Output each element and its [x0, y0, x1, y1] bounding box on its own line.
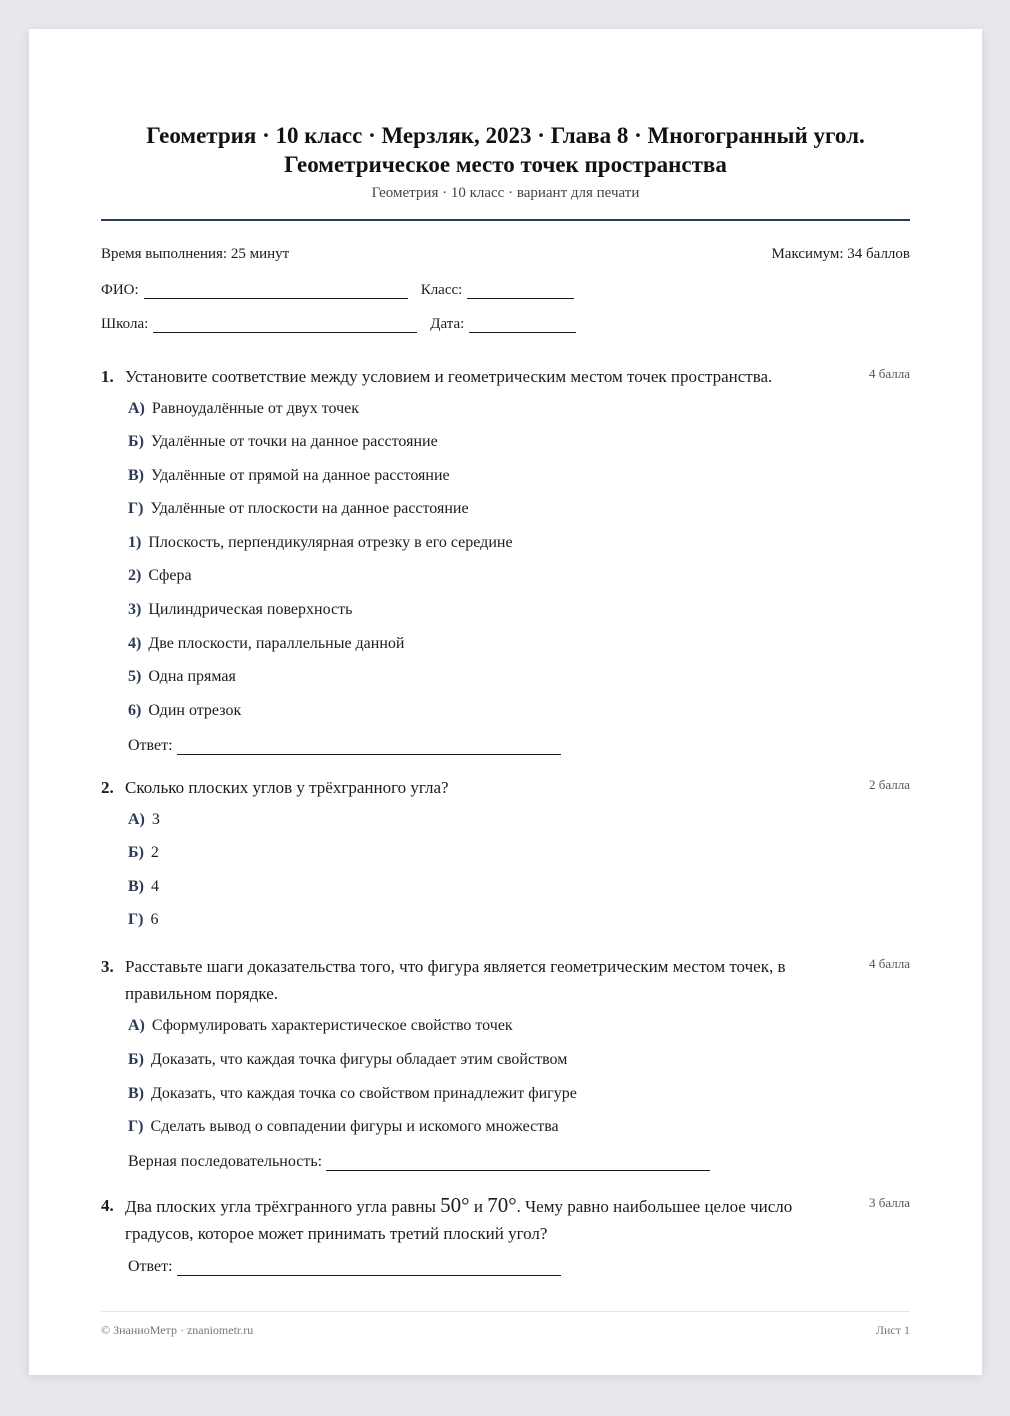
- question-3-options: [101, 1016, 910, 1137]
- sequence-input-line[interactable]: [326, 1156, 710, 1171]
- option-6[interactable]: [128, 701, 910, 721]
- option-text: Плоскость, перпендикулярная отрезку в его середине: [148, 534, 513, 551]
- meta-row: [101, 246, 910, 266]
- question-text: Расставьте шаги доказательства того, что фигура является геометрическим местом точек, в правильном порядке.: [125, 957, 786, 1003]
- question-points: 4 балла: [869, 366, 910, 381]
- option-text: Цилиндрическая поверхность: [148, 601, 353, 618]
- option-text: Доказать, что каждая точка фигуры обладает этим свойством: [150, 1051, 568, 1068]
- school-input-line[interactable]: [153, 318, 417, 333]
- question-text-part: и: [469, 1197, 488, 1216]
- question-2-header: [101, 774, 910, 801]
- angle-value-2: 70°: [487, 1193, 517, 1217]
- page-subtitle: Геометрия · 10 класс · вариант для печати: [371, 185, 640, 201]
- option-key: Б): [128, 1051, 144, 1068]
- fio-input-line[interactable]: [144, 284, 408, 299]
- question-text: Сколько плоских углов у трёхгранного угла?: [125, 778, 449, 797]
- option-v[interactable]: [128, 1084, 910, 1104]
- student-fields-row-2: [101, 313, 910, 333]
- option-text: Один отрезок: [148, 702, 242, 719]
- option-text: Удалённые от точки на данное расстояние: [150, 433, 438, 450]
- option-text: Сформулировать характеристическое свойство точек: [151, 1017, 513, 1034]
- page-title: [101, 121, 910, 179]
- option-b[interactable]: [128, 1050, 910, 1070]
- option-text: Одна прямая: [148, 668, 236, 685]
- option-text: Равноудалённые от двух точек: [151, 400, 360, 417]
- sequence-label: Верная последовательность:: [128, 1153, 323, 1170]
- option-key: В): [128, 1085, 144, 1102]
- option-g[interactable]: [128, 499, 910, 519]
- page-footer: [101, 1311, 910, 1338]
- answer-label: Ответ:: [128, 737, 173, 754]
- time-limit: Время выполнения: 25 минут: [101, 246, 290, 262]
- option-key: 4): [128, 635, 142, 652]
- option-b[interactable]: [128, 432, 910, 452]
- answer-label: Ответ:: [128, 1258, 173, 1275]
- option-g[interactable]: [128, 1117, 910, 1137]
- date-label: Дата:: [430, 316, 465, 332]
- title-line-2: Геометрическое место точек пространства: [284, 152, 727, 177]
- answer-input-line[interactable]: [177, 740, 561, 755]
- option-b[interactable]: [128, 843, 910, 863]
- option-key: А): [128, 400, 145, 417]
- option-key: Г): [128, 1118, 144, 1135]
- option-key: Б): [128, 433, 144, 450]
- page-content: [101, 121, 910, 1276]
- question-points: 3 балла: [869, 1195, 910, 1210]
- angle-value-1: 50°: [440, 1193, 470, 1217]
- option-a[interactable]: [128, 810, 910, 830]
- option-a[interactable]: [128, 1016, 910, 1036]
- answer-row: [128, 735, 910, 755]
- question-1-options: [101, 399, 910, 721]
- option-a[interactable]: [128, 399, 910, 419]
- question-points: 4 балла: [869, 956, 910, 971]
- question-3: [101, 953, 910, 1171]
- option-key: А): [128, 1017, 145, 1034]
- option-4[interactable]: [128, 634, 910, 654]
- option-g[interactable]: [128, 910, 910, 930]
- title-line-1: Геометрия · 10 класс · Мерзляк, 2023 · Глава 8 · Многогранный угол.: [146, 123, 865, 148]
- option-v[interactable]: [128, 877, 910, 897]
- option-key: В): [128, 467, 144, 484]
- option-5[interactable]: [128, 667, 910, 687]
- option-key: А): [128, 811, 145, 828]
- question-number: 3.: [101, 957, 114, 976]
- option-3[interactable]: [128, 600, 910, 620]
- question-2-options: [101, 810, 910, 930]
- question-4: [101, 1192, 910, 1276]
- footer-copyright: © ЗнаниоМетр · znaniometr.ru: [101, 1323, 254, 1337]
- question-text-part: . Чему равно наибольшее целое число градусов, которое может принимать третий плоский угол?: [125, 1197, 793, 1243]
- question-text: [125, 1192, 837, 1247]
- max-score: Максимум: 34 баллов: [771, 246, 910, 262]
- option-text: Две плоскости, параллельные данной: [148, 635, 405, 652]
- worksheet-page: [29, 29, 982, 1375]
- question-1-header: [101, 363, 910, 390]
- option-key: 3): [128, 601, 142, 618]
- header-divider: [101, 219, 910, 221]
- option-text: 4: [151, 878, 159, 895]
- question-4-header: [101, 1192, 910, 1247]
- option-key: 6): [128, 702, 142, 719]
- class-label: Класс:: [420, 282, 463, 298]
- question-text: Установите соответствие между условием и геометрическим местом точек пространства.: [125, 367, 773, 386]
- student-fields-row-1: [101, 279, 910, 299]
- answer-row: [128, 1256, 910, 1276]
- option-text: Удалённые от плоскости на данное расстояние: [150, 500, 469, 517]
- question-text-part: Два плоских угла трёхгранного угла равны: [125, 1197, 441, 1216]
- option-text: 2: [150, 844, 159, 861]
- sequence-answer-row: [128, 1151, 910, 1171]
- option-text: Удалённые от прямой на данное расстояние: [151, 467, 450, 484]
- fio-label: ФИО:: [101, 282, 139, 298]
- question-number: 4.: [101, 1196, 114, 1215]
- answer-input-line[interactable]: [177, 1261, 561, 1276]
- option-key: 1): [128, 534, 142, 551]
- option-text: 3: [151, 811, 160, 828]
- option-key: Г): [128, 500, 144, 517]
- question-1: [101, 363, 910, 755]
- option-1[interactable]: [128, 533, 910, 553]
- question-2: [101, 774, 910, 930]
- question-points: 2 балла: [869, 777, 910, 792]
- option-v[interactable]: [128, 466, 910, 486]
- option-key: 2): [128, 567, 142, 584]
- option-text: 6: [150, 911, 159, 928]
- option-key: В): [128, 878, 144, 895]
- date-input-line[interactable]: [469, 318, 576, 333]
- question-number: 2.: [101, 778, 114, 797]
- question-3-header: [101, 953, 910, 1007]
- option-text: Доказать, что каждая точка со свойством принадлежит фигуре: [151, 1085, 577, 1102]
- question-number: 1.: [101, 367, 114, 386]
- option-2[interactable]: [128, 566, 910, 586]
- page-number: Лист 1: [875, 1323, 910, 1337]
- option-key: Г): [128, 911, 144, 928]
- option-key: Б): [128, 844, 144, 861]
- option-text: Сфера: [148, 567, 192, 584]
- class-input-line[interactable]: [467, 284, 574, 299]
- option-text: Сделать вывод о совпадении фигуры и искомого множества: [150, 1118, 559, 1135]
- option-key: 5): [128, 668, 142, 685]
- school-label: Школа:: [101, 316, 149, 332]
